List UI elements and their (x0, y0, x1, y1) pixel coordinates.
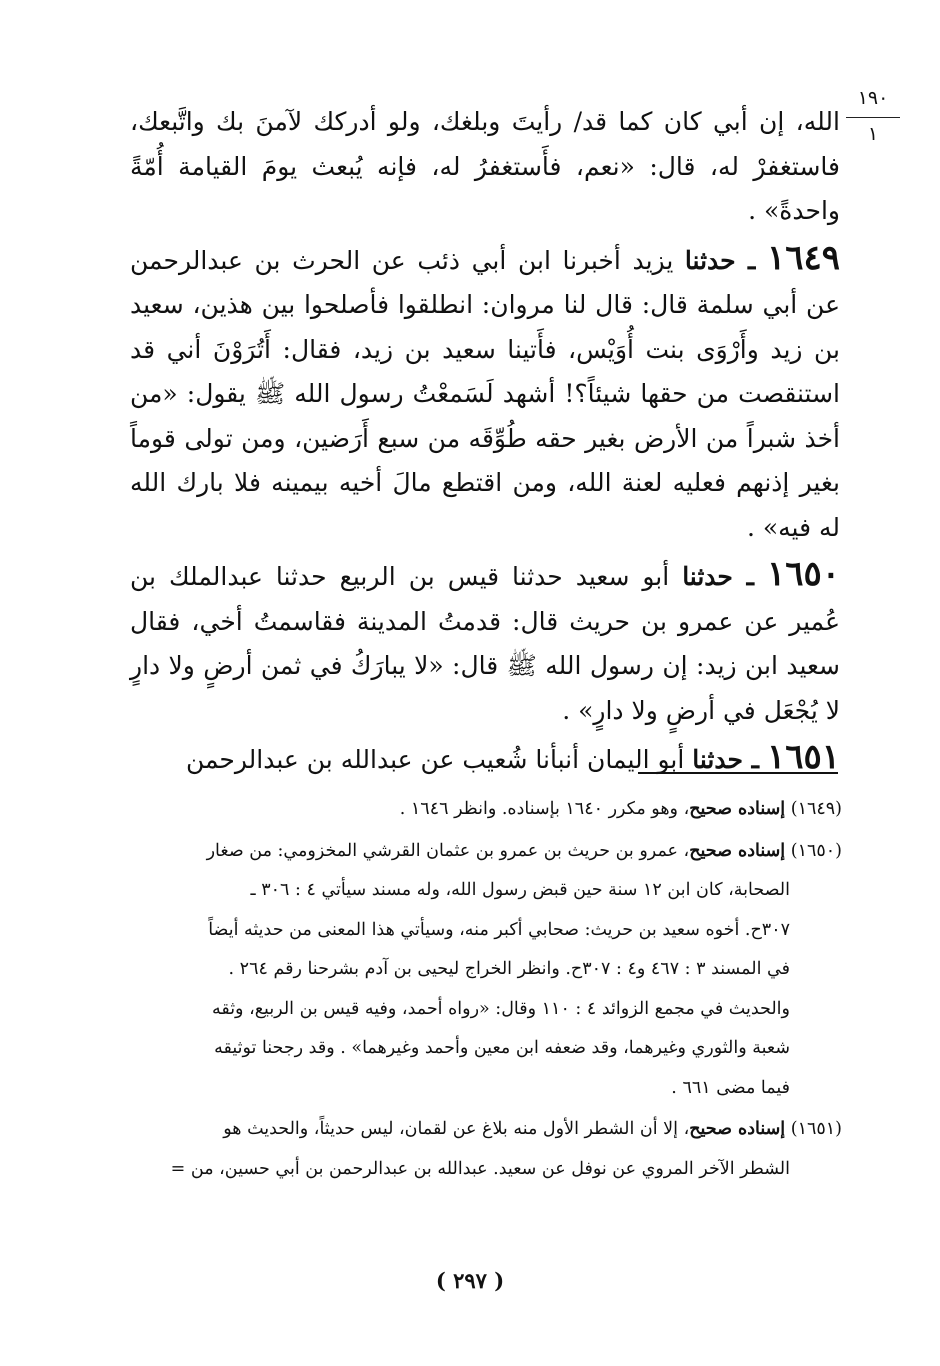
hadith-opening-word: حدثنا (682, 562, 733, 591)
footnote-line: الصحابة، كان ابن ١٢ سنة حين قبض رسول الله، وله مسند سيأتي ٤ : ٣٠٦ ـ (250, 880, 790, 900)
margin-ref-divider (846, 117, 900, 118)
hadith-number: ١٦٤٩ (766, 237, 841, 278)
footnote-number: (١٦٤٩) (790, 799, 842, 819)
footnote-line: في المسند ٣ : ٤٦٧ و٤ : ٣٠٧ح. وانظر الخراج ليحيى بن آدم بشرحنا رقم ٢٦٤ . (228, 959, 790, 979)
footnote-line: فيما مضى ٦٦١ . (671, 1077, 790, 1098)
footnote-line: والحديث في مجمع الزوائد ٤ : ١١٠ وقال: «رواه أحمد، وفيه قيس بن الربيع، وثقه (211, 998, 790, 1019)
footnote-label: إسناده صحيح (689, 799, 786, 819)
hadith-opening-word: حدثنا (684, 245, 736, 275)
hadith-1650: ١٦٥٠ ـ حدثنا أبو سعيد حدثنا قيس بن الربيع حدثنا عبدالملك بن عُمير عن عمرو بن حريث قال: قدمتُ المدينة فقاسمتُ أخي، فقال سعيد ابن زيد: إن رسول الله ﷺ قال: «لا يبارَكُ في ثمن أرضٍ ولا دارٍ لا يُجْعَل في أرضٍ ولا دارٍ» . (130, 554, 840, 725)
footnote-line: الشطر الآخر المروي عن نوفل عن سعيد. عبدالله بن عبدالرحمن بن أبي حسين، من = (170, 1158, 790, 1179)
hadith-1651: ١٦٥١ ـ حدثنا أبو اليمان أنبأنا شُعيب عن عبدالله بن عبدالرحمن (185, 737, 840, 777)
footnote-line: ، إلا أن الشطر الأول منه بلاغ عن لقمان، ليس حديثاً، والحديث هو (223, 1119, 690, 1139)
main-text (130, 100, 840, 783)
hadith-number: ١٦٥٠ (766, 554, 840, 594)
footnote-label: إسناده صحيح (689, 840, 786, 861)
margin-ref-top: ١٩٠ (857, 87, 889, 109)
footnote-label: إسناده صحيح (689, 1119, 786, 1139)
hadith-number: ١٦٥١ (766, 737, 840, 777)
footnote-1651 (128, 1110, 842, 1189)
page-number: ( ٢٩٧ ) (435, 1268, 505, 1293)
footnote-line: شعبة والثوري وغيرهما، وقد ضعفه ابن معين وأحمد وغيرهما» . وقد رجحنا توثيقه (214, 1038, 790, 1058)
footnotes (128, 790, 842, 1191)
hadith-1649: ١٦٤٩ ـ حدثنا يزيد أخبرنا ابن أبي ذئب عن الحرث بن عبدالرحمن عن أبي سلمة قال: قال لنا مروان: انطلقوا فأصلحوا بين هذين، سعيد بن زيد وأَرْوَى بنت أُوَيْس، فأَتينا سعيد بن زيد، فقال: أَتُرَوْنَ أني قد استنقصت من حقها شيئاً؟! أشهد لَسَمعْتُ رسول الله ﷺ يقول: «من أخذ شبراً من الأرض بغير حقه طُوِّقَه من سبع أَرَضين، ومن تولى قوماً بغير إذنهم فعليه لعنة الله، ومن اقتطع مالَ أخيه بيمينه فلا بارك الله له فيه» . (130, 237, 841, 542)
footnote-1650 (128, 832, 842, 1109)
footnote-separator (638, 772, 838, 774)
hadith-text: أبو سعيد حدثنا قيس بن الربيع حدثنا عبدالملك بن عُمير عن عمرو بن حريث قال: قدمتُ المدينة فقاسمتُ أخي، فقال سعيد ابن زيد: إن رسول الله ﷺ قال: «لا يبارَكُ في ثمن أرضٍ ولا دارٍ لا يُجْعَل في أرضٍ ولا دارٍ» . (130, 562, 840, 725)
hadith-text: أبو اليمان أنبأنا شُعيب عن عبدالله بن عبدالرحمن (185, 745, 693, 774)
footnote-number: (١٦٥٠) (790, 840, 842, 861)
footnote-1649 (128, 790, 842, 830)
hadith-text: يزيد أخبرنا ابن أبي ذئب عن الحرث بن عبدالرحمن عن أبي سلمة قال: قال لنا مروان: انطلقوا فأصلحوا بين هذين، سعيد بن زيد وأَرْوَى بنت أُوَيْس، فأَتينا سعيد بن زيد، فقال: أَتُرَوْنَ أني قد استنقصت من حقها شيئاً؟! أشهد لَسَمعْتُ رسول الله ﷺ يقول: «من أخذ شبراً من الأرض بغير حقه طُوِّقَه من سبع أَرَضين، ومن تولى قوماً بغير إذنهم فعليه لعنة الله، ومن اقتطع مالَ أخيه بيمينه فلا بارك الله له فيه» . (130, 245, 840, 542)
margin-reference (846, 88, 900, 145)
footnote-line: ٣٠٧ح. أخوه سعيد بن حريث: صحابي أكبر منه، وسيأتي هذا المعنى من حديثه أيضاً (208, 919, 790, 940)
footnote-line: ، وهو مكرر ١٦٤٠ بإسناده. وانظر ١٦٤٦ . (399, 799, 690, 819)
intro-paragraph: الله، إن أبي كان كما قد/ رأيتَ وبلغك، ولو أدركك لآمنَ بك واتَّبعك، فاستغفرْ له، قال: «نعم، فأَستغفرُ له، فإنه يُبعث يومَ القيامة أُمّةً واحدةً» . (130, 107, 840, 225)
footnote-number: (١٦٥١) (790, 1119, 842, 1139)
hadith-opening-word: حدثنا (692, 745, 743, 774)
footnote-line: ، عمرو بن حريث بن عمرو بن عثمان القرشي المخزومي: من صغار (206, 840, 690, 861)
margin-ref-bottom: ١ (867, 122, 879, 145)
